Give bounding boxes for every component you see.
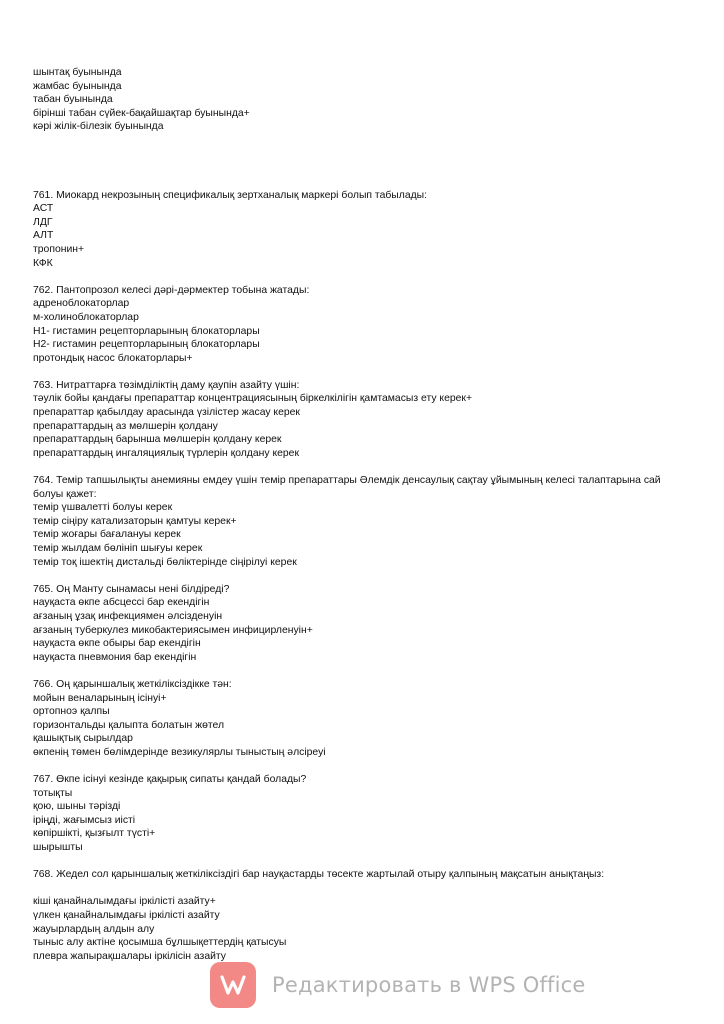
document-body — [33, 66, 693, 963]
question-title: 765. Оң Манту сынамасы нені білдіреді? — [33, 583, 230, 595]
question-title: 762. Пантопрозол келесі дәрі-дәрмектер тобына жатады: — [33, 284, 310, 296]
question-title: 768. Жедел сол қарыншалық жеткіліксіздігі бар науқастарды төсекте жартылай отыру қалпының мақсатын анықтаңыз: — [33, 869, 605, 881]
option-line: табан буынында — [33, 94, 113, 106]
option-line: өкпенің төмен бөлімдерінде везикулярлы тыныстың әлсіреуі — [33, 746, 326, 758]
option-line: науқаста өкпе обыры бар екендігін — [33, 638, 201, 650]
option-line: темір үшвалетті болуы керек — [33, 502, 173, 514]
question-761 — [33, 189, 693, 271]
question-767 — [33, 773, 693, 855]
question-763 — [33, 379, 693, 461]
option-line: шынтақ буынында — [33, 67, 122, 78]
option-line: препараттардың ингаляциялық түрлерін қолдану керек — [33, 447, 300, 459]
option-line: препараттардың барынша мөлшерін қолдану керек — [33, 434, 282, 446]
option-line: кәрі жілік-білезік буынында — [33, 121, 164, 133]
option-line: қашықтық сырылдар — [33, 733, 133, 745]
question-764 — [33, 474, 693, 569]
question-title: 767. Өкпе ісінуі кезінде қақырық сипаты қандай болады? — [33, 774, 307, 786]
option-line: қою, шыны тәрізді — [33, 801, 121, 813]
option-line: горизонтальды қалыпта болатын жөтел — [33, 719, 225, 731]
option-line: кіші қанайналымдағы іркілісті азайту+ — [33, 896, 216, 908]
question-762 — [33, 284, 693, 366]
question-title: 763. Нитраттарға төзімділіктің даму қаупін азайту үшін: — [33, 379, 300, 391]
option-line: тропонин+ — [33, 243, 85, 255]
option-line: АЛТ — [33, 230, 54, 242]
question-title: 761. Миокард некрозының спецификалық зертханалық маркері болып табылады: — [33, 189, 428, 201]
option-line: шырышты — [33, 842, 83, 854]
question-766 — [33, 678, 693, 760]
question-title: 766. Оң қарыншалық жеткіліксіздікке тән: — [33, 678, 232, 690]
question-765 — [33, 583, 693, 665]
option-line: ортопноэ қалпы — [33, 706, 110, 718]
option-line: препараттардың аз мөлшерін қолдану — [33, 420, 218, 432]
option-line: науқаста өкпе абсцессі бар екендігін — [33, 597, 210, 609]
option-line: КФК — [33, 257, 53, 269]
option-line: адреноблокаторлар — [33, 298, 130, 310]
option-line: ЛДГ — [33, 216, 53, 228]
option-line: мойын веналарының ісінуі+ — [33, 692, 167, 704]
option-line: жамбас буынында — [33, 80, 122, 92]
option-line: препараттар қабылдау арасында үзілістер жасау керек — [33, 407, 300, 419]
option-line: м-холиноблокаторлар — [33, 311, 139, 323]
option-line: науқаста пневмония бар екендігін — [33, 651, 197, 663]
question-768 — [33, 868, 693, 963]
option-line: үлкен қанайналымдағы іркілісті азайту — [33, 910, 220, 922]
option-line: жауырлардың алдын алу — [33, 923, 155, 935]
option-line: Н2- гистамин рецепторларының блокаторлары — [33, 339, 260, 351]
option-line: тотықты — [33, 787, 73, 799]
option-line: бірінші табан сүйек-бақайшақтар буынында+ — [33, 107, 250, 119]
wps-edit-label[interactable]: Редактировать в WPS Office — [272, 973, 586, 997]
option-line: АСТ — [33, 203, 54, 215]
option-line: темір сіңіру катализаторын қамтуы керек+ — [33, 515, 237, 527]
option-line: темір жоғары бағалануы керек — [33, 529, 181, 541]
option-line: тыныс алу актіне қосымша бұлшықеттердің қатысуы — [33, 937, 287, 949]
option-line: плевра жапырақшалары іркілісін азайту — [33, 950, 226, 962]
option-line: протондық насос блокаторлары+ — [33, 352, 193, 364]
option-line: темір жылдам бөлініп шығуы керек — [33, 543, 203, 554]
option-line: іріңді, жағымсыз иісті — [33, 814, 136, 826]
option-line: көпіршікті, қызғылт түсті+ — [33, 828, 156, 840]
question-title: 764. Темір тапшылықты анемияны емдеу үшін темір препараттары Әлемдік денсаулық сақтау ұйымының келесі талаптарына сай болуы қажет: — [33, 475, 661, 500]
option-line: Н1- гистамин рецепторларының блокаторлары — [33, 325, 260, 337]
option-line: ағзаның туберкулез микобактериясымен инфицирленуін+ — [33, 624, 313, 636]
option-line: ағзаның ұзақ инфекциямен әлсізденуін — [33, 610, 223, 622]
top-options — [33, 66, 693, 134]
option-line: темір тоқ ішектің дистальді бөліктерінде сіңірілуі керек — [33, 556, 297, 568]
wps-logo-icon — [210, 962, 256, 1008]
wps-edit-banner[interactable] — [210, 960, 586, 1010]
option-line: тәулік бойы қандағы препараттар концентрациясының біркелкілігін қамтамасыз ету керек+ — [33, 393, 473, 405]
